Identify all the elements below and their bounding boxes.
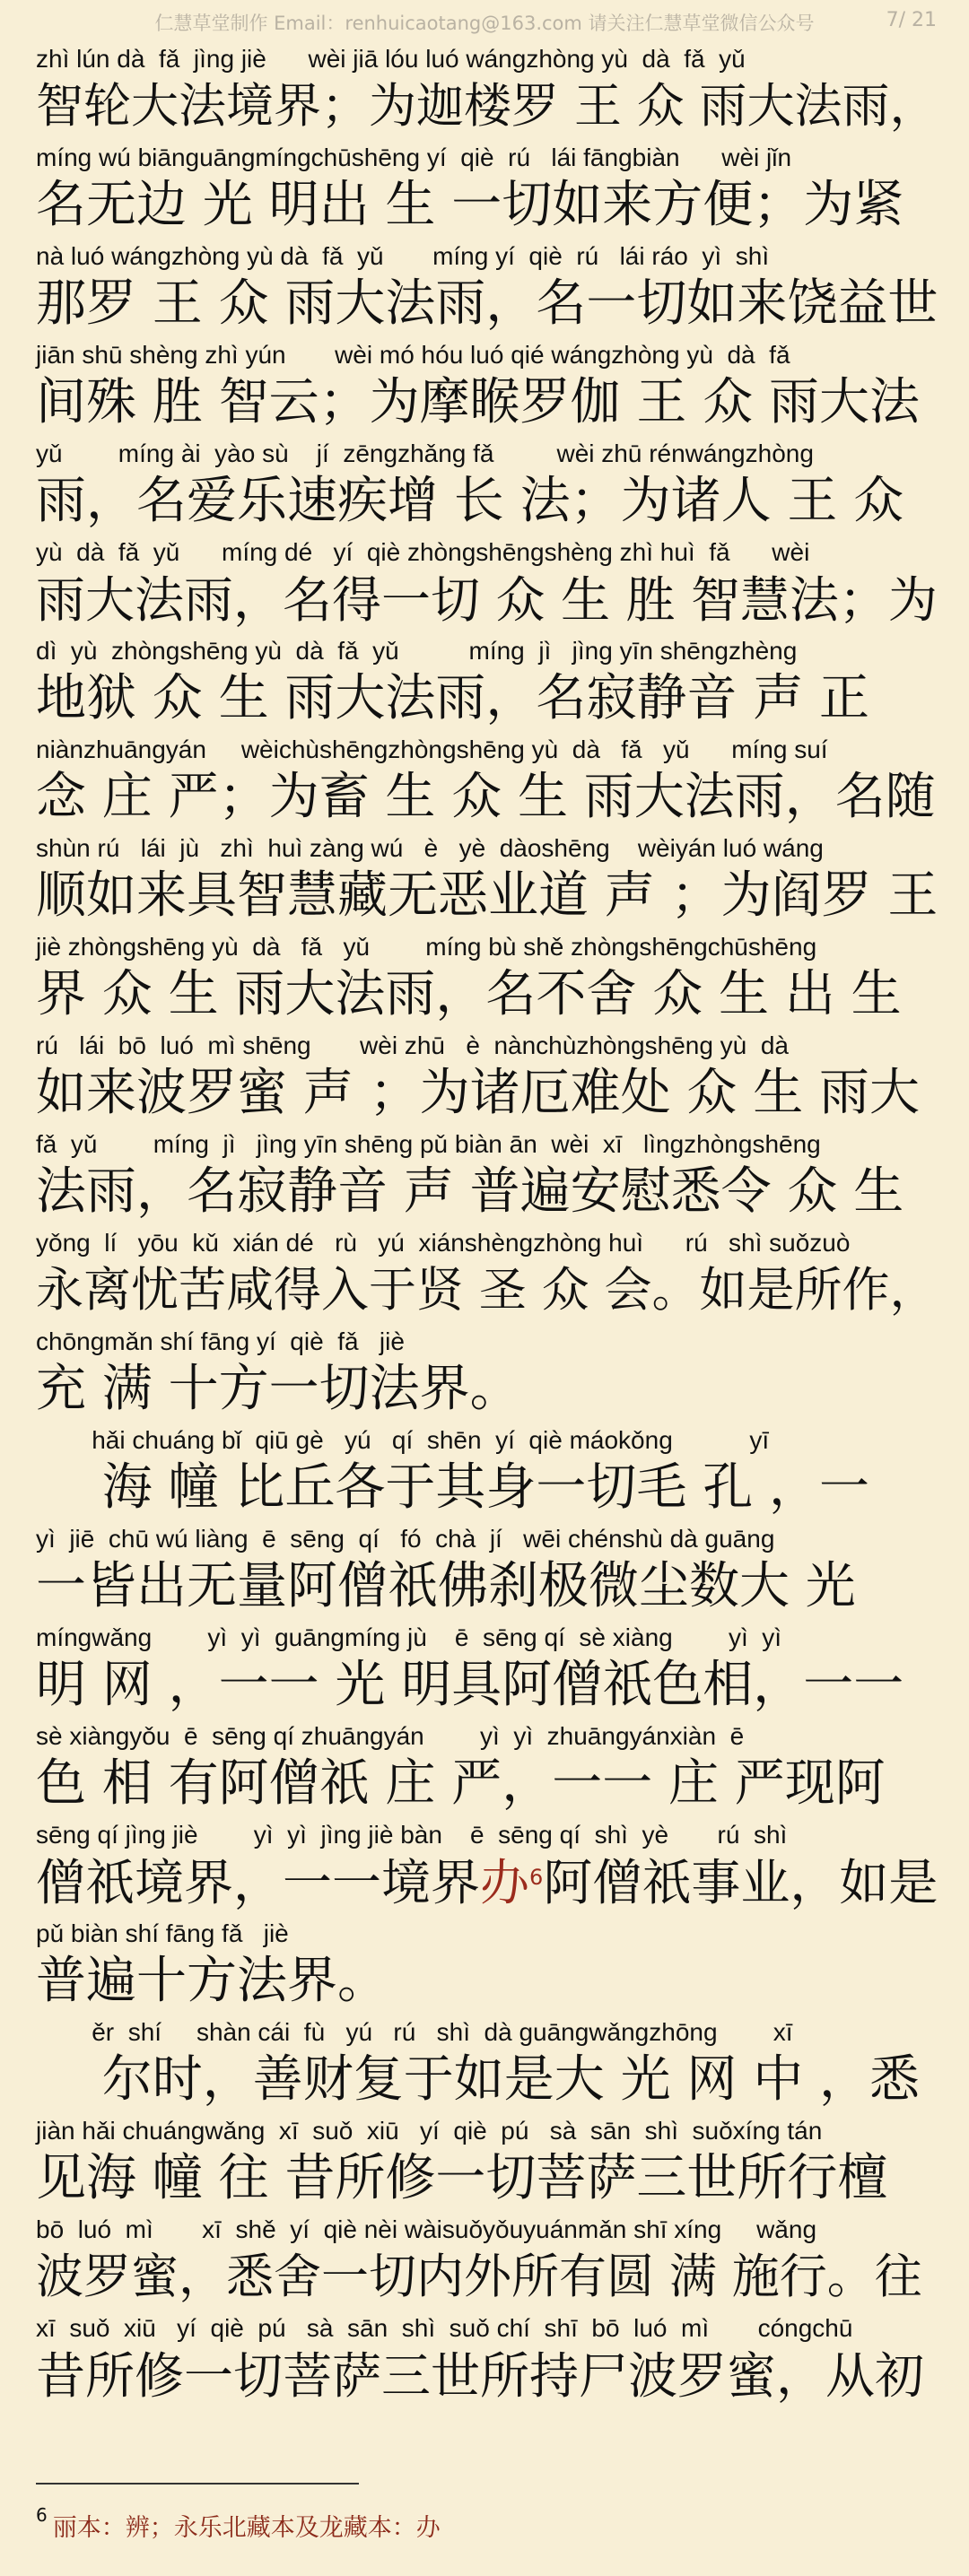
pinyin-line: xī suǒ xiū yí qiè pú sà sān shì suǒ chí shī bō luó mì cóngchū: [36, 2314, 853, 2342]
footnote-number: 6: [36, 2504, 48, 2526]
pinyin-line: pǔ biàn shí fāng fǎ jiè: [36, 1919, 289, 1947]
text-line: [36, 1919, 942, 2018]
chinese-line: 间殊 胜 智云；为摩睺罗伽 王 众 雨大法: [36, 373, 921, 431]
page-current: 7: [886, 9, 899, 31]
pinyin-line: yǒng lí yōu kǔ xián dé rù yú xiánshèngzhòng huì rú shì suǒzuò: [36, 1229, 851, 1257]
text-line: [36, 1821, 942, 1919]
chinese-line: 顺如来具智慧藏无恶业道 声 ；为阎罗 王: [36, 866, 938, 925]
text-line: [36, 1229, 942, 1327]
chinese-line: 僧祇境界，一一境界办$^6$阿僧祇事业，如是: [36, 1854, 938, 1911]
pinyin-line: chōngmǎn shí fāng yí qiè fǎ jiè: [36, 1327, 405, 1355]
pinyin-line: yù dà fǎ yǔ míng dé yí qiè zhòngshēngshèng zhì huì fǎ wèi: [36, 538, 810, 566]
chinese-line: 雨，名爱乐速疾增 长 法；为诸人 王 众: [36, 472, 904, 530]
text-line: [36, 2117, 942, 2215]
text-line: [36, 1722, 942, 1821]
text-line: [36, 45, 942, 144]
text-line: [36, 242, 942, 341]
text-line: [36, 1426, 942, 1525]
page-total: 21: [912, 9, 937, 31]
chinese-line: 雨大法雨，名得一切 众 生 胜 智慧法；为: [36, 571, 938, 629]
chinese-line: 尔时，善财复于如是大 光 网 中 ，悉: [36, 2050, 921, 2109]
chinese-line: 一皆出无量阿僧祇佛刹极微尘数大 光: [36, 1557, 856, 1615]
chinese-line: 海 幢 比丘各于其身一切毛 孔 ，一: [36, 1458, 870, 1517]
pinyin-line: nà luó wángzhòng yù dà fǎ yǔ míng yí qiè rú lái ráo yì shì: [36, 242, 770, 270]
pinyin-line: sè xiàngyǒu ē sēng qí zhuāngyán yì yì zhuāngyánxiàn ē: [36, 1722, 745, 1750]
pinyin-line: fǎ yǔ míng jì jìng yīn shēng pǔ biàn ān wèi xī lìngzhòngshēng: [36, 1130, 821, 1158]
pinyin-line: zhì lún dà fǎ jìng jiè wèi jiā lóu luó wángzhòng yù dà fǎ yǔ: [36, 45, 746, 73]
text-line: [36, 1525, 942, 1623]
text-line: [36, 144, 942, 242]
pinyin-line: míng wú biānguāngmíngchūshēng yí qiè rú lái fāngbiàn wèi jǐn: [36, 144, 792, 171]
pinyin-line: dì yù zhòngshēng yù dà fǎ yǔ míng jì jìng yīn shēngzhèng: [36, 637, 798, 665]
pinyin-line: shùn rú lái jù zhì huì zàng wú è yè dàoshēng wèiyán luó wáng: [36, 834, 824, 862]
chinese-line: 见海 幢 往 昔所修一切菩萨三世所行檀: [36, 2149, 888, 2207]
chinese-line: 永离忧苦咸得入于贤 圣 众 会。如是所作，: [36, 1263, 938, 1318]
text-line: [36, 637, 942, 735]
text-line: [36, 1031, 942, 1130]
text-line: [36, 2215, 942, 2314]
scripture-text: [36, 45, 942, 2413]
text-line: [36, 2018, 942, 2117]
text-line: [36, 2314, 942, 2413]
pinyin-line: hǎi chuáng bǐ qiū gè yú qí shēn yí qiè máokǒng yī: [36, 1426, 770, 1454]
pinyin-line: yǔ míng ài yào sù jí zēngzhǎng fǎ wèi zhū rénwángzhòng: [36, 439, 814, 467]
chinese-line: 念 庄 严；为畜 生 众 生 雨大法雨，名随: [36, 768, 936, 826]
pinyin-line: jiè zhòngshēng yù dà fǎ yǔ míng bù shě zhòngshēngchūshēng: [36, 933, 817, 961]
pinyin-line: ěr shí shàn cái fù yú rú shì dà guāngwǎngzhōng xī: [36, 2018, 793, 2046]
pinyin-line: jiàn hǎi chuángwǎng xī suǒ xiū yí qiè pú sà sān shì suǒxíng tán: [36, 2117, 823, 2145]
chinese-line: 明 网 ，一一 光 明具阿僧祇色相，一一: [36, 1656, 904, 1714]
page-header: [0, 4, 969, 39]
chinese-line: 那罗 王 众 雨大法雨，名一切如来饶益世: [36, 274, 938, 333]
footnote-divider: [36, 2483, 359, 2485]
text-line: [36, 439, 942, 538]
header-title: 仁慧草堂制作 Email：renhuicaotang@163.com 请关注仁慧草堂微信公众号: [154, 13, 815, 34]
chinese-line: 如来波罗蜜 声 ；为诸厄难处 众 生 雨大: [36, 1064, 921, 1122]
pinyin-line: niànzhuāngyán wèichùshēngzhòngshēng yù dà fǎ yǔ míng suí: [36, 735, 828, 763]
chinese-line: 法雨，名寂静音 声 普遍安慰悉令 众 生: [36, 1162, 904, 1221]
chinese-line: 界 众 生 雨大法雨，名不舍 众 生 出 生: [36, 965, 902, 1023]
footnote-reference[interactable]: 6: [529, 1865, 544, 1890]
text-line: [36, 341, 942, 439]
chinese-line: 昔所修一切菩萨三世所持尸波罗蜜，从初: [36, 2347, 925, 2405]
page-number: 7/ 21: [886, 9, 937, 31]
text-line: [36, 933, 942, 1031]
chinese-line: 充 满 十方一切法界。: [36, 1360, 520, 1418]
chinese-line: 色 相 有阿僧祇 庄 严，一一 庄 严现阿: [36, 1754, 886, 1813]
text-line: [36, 1623, 942, 1722]
pinyin-line: yì jiē chū wú liàng ē sēng qí fó chà jí wēi chénshù dà guāng: [36, 1525, 775, 1553]
chinese-line: 智轮大法境界；为迦楼罗 王 众 雨大法雨，: [36, 79, 938, 134]
footnote: [36, 2504, 933, 2543]
pinyin-line: rú lái bō luó mì shēng wèi zhū è nànchùzhòngshēng yù dà: [36, 1031, 789, 1059]
highlighted-character: 办: [480, 1854, 530, 1911]
chinese-line: 波罗蜜，悉舍一切内外所有圆 满 施行。往: [36, 2250, 922, 2304]
pinyin-line: bō luó mì xī shě yí qiè nèi wàisuǒyǒuyuánmǎn shī xíng wǎng: [36, 2215, 817, 2243]
text-line: [36, 538, 942, 637]
text-line: [36, 735, 942, 834]
chinese-line: 名无边 光 明出 生 一切如来方便；为紧: [36, 176, 904, 234]
footnote-text: 丽本：辨；永乐北藏本及龙藏本：办: [52, 2514, 441, 2542]
pinyin-line: míngwǎng yì yì guāngmíng jù ē sēng qí sè xiàng yì yì: [36, 1623, 782, 1651]
text-line: [36, 834, 942, 933]
pinyin-line: sēng qí jìng jiè yì yì jìng jiè bàn ē sēng qí shì yè rú shì: [36, 1821, 788, 1849]
pinyin-line: jiān shū shèng zhì yún wèi mó hóu luó qié wángzhòng yù dà fǎ: [36, 341, 790, 369]
chinese-line: 地狱 众 生 雨大法雨，名寂静音 声 正: [36, 669, 870, 727]
text-line: [36, 1327, 942, 1426]
text-line: [36, 1130, 942, 1229]
chinese-line: 普遍十方法界。: [36, 1952, 388, 2010]
